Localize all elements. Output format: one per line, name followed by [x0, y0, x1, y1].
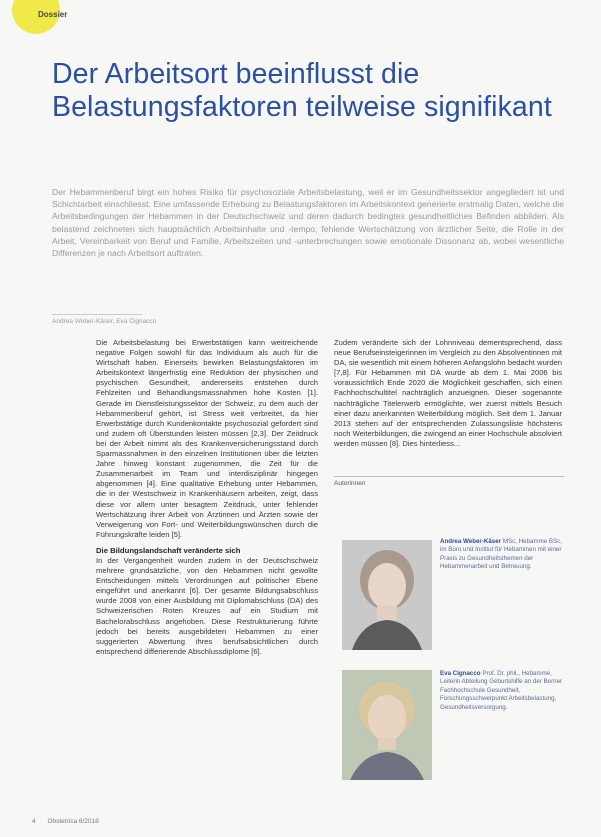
author-bio-text: Prof. Dr. phil., Hebamme, Leiterin Abteilung Geburtshilfe an der Berner Fachhochschule Gesundheit, Forschungsschwerpunkt Arbeitsbelastung, Gesundheitsversorgung. — [440, 670, 563, 711]
portrait-image-2 — [342, 670, 432, 780]
author-name: Andrea Weber-Käser — [440, 538, 502, 545]
body-column-left — [96, 338, 318, 657]
authors-heading: Autorinnen — [334, 480, 366, 487]
body-paragraph: Zudem veränderte sich der Lohnniveau dementsprechend, dass neue Berufseinsteigerinnen im Vergleich zu den Absolventinnen mit DA, sie wesentlich mit einem höheren Anfangslohn bedacht wurden [7,8]. Für Hebammen mit DA wurde ab dem 1. Mai 2006 bis voraussichtlich Ende 2020 die Möglichkeit geschaffen, sich einen Fachhochschultitel nachträglich anzueignen. Dieser sogenannte nachträgliche Titelerwerb ermöglichte, wer zuerst mittels Besuch einer dazu anerkannten Weiterbildung möglich. Seit dem 1. Januar 2013 stehen auf der entsprechenden Zulassungsliste höchstens noch Weiterbildungen, die zwingend an einer Hochschule absolviert werden müssen [8]. Dies hinterliess... — [334, 338, 562, 448]
section-heading: Die Bildungslandschaft veränderte sich — [96, 545, 241, 555]
author-name: Eva Cignacco — [440, 670, 481, 677]
body-paragraph: In der Vergangenheit wurden zudem in der Deutschschweiz mehrere grundsätzliche, von den Hebammen nicht gewollte Entscheidungen mittels Verordnungen auf politischer Ebene eingeführt und anerkannt [6]. Der gesamte Bildungsabschluss wurde 2008 von einer Ausbildung mit Diplomabschluss (DA) des Schweizerischen Roten Kreuzes auf ein Studium mit Bachelorabschluss angehoben. Diese Restrukturierung führte jedoch bei bereits ausgebildeten Hebammen zu einer suggerierten Abwertung ihres berufsabsichtlichen durch entsprechend differierende Abschlussdiplome [6]. — [96, 555, 318, 656]
portrait-image-1 — [342, 540, 432, 650]
author-photo-2 — [342, 670, 432, 780]
body-paragraph: Die Arbeitsbelastung bei Erwerbstätigen kann weitreichende negative Folgen sowohl für das Individuum als auch für die Wirtschaft haben. Einerseits bewirken Belastungsfaktoren im Arbeitskontext längerfristig eine Reduktion der physischen und psychischen Gesundheit, andererseits entstehen durch Fehlzeiten und Behandlungsmassnahmen hohe Kosten [1]. Gerade im Dienstleistungssektor der Schweiz, zu dem auch der Hebammenberuf gehört, ist Stress weit verbreitet, da hier Erwerbstätige durch Kundenkontakte psychosozial gefordert sind und zudem oft Überstunden leisten müssen [2,3]. Der Zeitdruck bei der Arbeit nimmt als des Krankenversicherungsstand durch Sparmassnahmen in den einzelnen Institutionen über die letzten Jahre hinweg konstant zugenommen, die Zeit für die Zusammenarbeit im Team und interdisziplinär hingegen abgenommen [4]. Eine qualitative Erhebung unter Hebammen, die in der Westschweiz in Krankenhäusern arbeiten, zeigt, dass diese vor allem unter besagtem Zeitdruck, unter fehlender Wertschätzung ihrer Arbeit von Ärztinnen und Ärzten sowie der Verweigerung von Fort- und Weiterbildungswünschen durch die Führungskräfte leiden [5]. — [96, 338, 318, 539]
author-bio-2 — [440, 670, 568, 712]
section-label: Dossier — [38, 10, 68, 19]
author-bio-1 — [440, 538, 568, 572]
page-number: 4 — [32, 818, 36, 825]
authors-rule — [334, 476, 564, 477]
article-title: Der Arbeitsort beeinflusst die Belastungsfaktoren teilweise signifikant — [52, 58, 552, 123]
page-footer — [32, 818, 99, 825]
body-column-right — [334, 338, 562, 449]
byline: Andrea Weber-Käser, Eva Cignacco — [52, 318, 157, 325]
author-bio-text: MSc, Hebamme BSc, im Büro und Institut für Hebammen mit einer Praxis zu Gesundheitsthemen der Hebammenarbeit und Betreuung. — [440, 538, 562, 571]
byline-rule — [52, 314, 142, 315]
author-photo-1 — [342, 540, 432, 650]
publication-name: Obstetrica 6/2018 — [47, 818, 99, 825]
article-lead: Der Hebammenberuf birgt ein hohes Risiko für psychosoziale Arbeitsbelastung, weil er im Gesundheitssektor angegliedert ist und Schichtarbeit einschliesst. Eine umfassende Erhebung zu Belastungsfaktoren im Arbeitskontext generierte erstmalig Daten, welche die Arbeitsbedingungen der Hebammen in der Deutschschweiz und deren dadurch bedingtes gesundheitliches Befinden abbilden. Als belastend zeichneten sich hauptsächlich Arbeitsinhalte und -tempo, fehlende Wertschätzung von ärztlicher Seite, die Rolle in der Arbeit, Vereinbarkeit von Beruf und Familie, Arbeitszeiten und -unterbrechungen sowie emotionale Dissonanz ab, wobei wesentliche Differenzen je nach Arbeitsort auftraten. — [52, 187, 564, 259]
